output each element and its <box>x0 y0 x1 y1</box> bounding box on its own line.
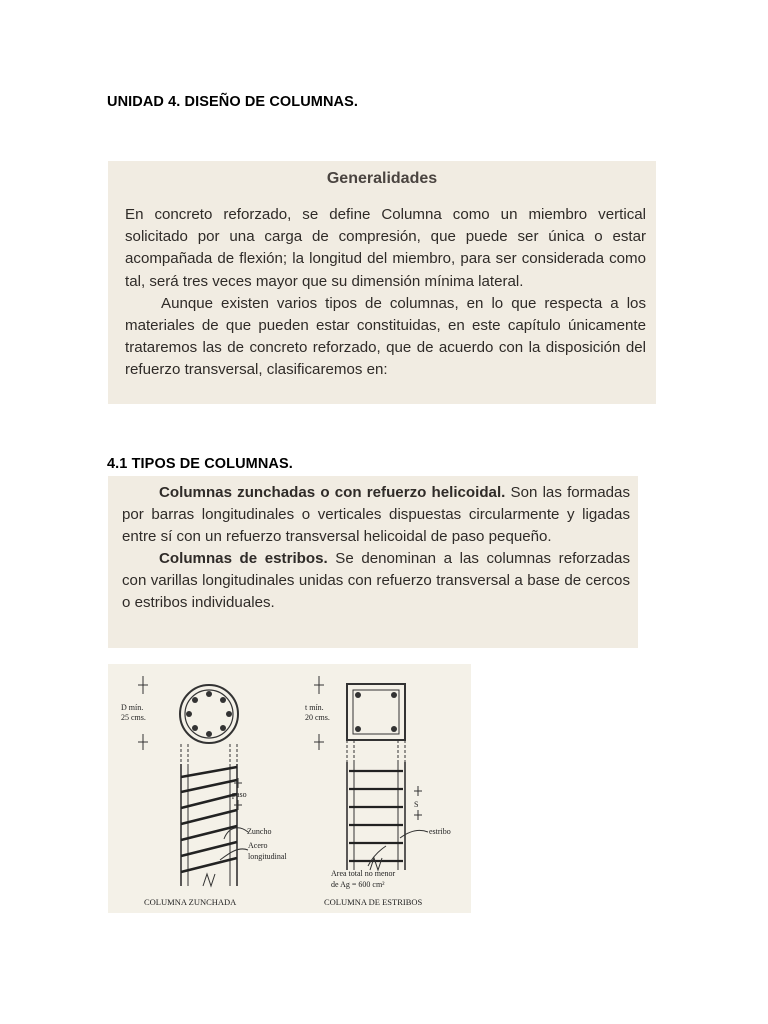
right-dim-label-1: t mín. <box>305 703 324 712</box>
tipos-body <box>122 482 630 615</box>
acero-label-2: longitudinal <box>248 852 287 861</box>
left-dim-label-1: D mín. <box>121 703 144 712</box>
square-rebars <box>355 692 397 732</box>
caption-left: COLUMNA ZUNCHADA <box>144 897 237 907</box>
left-dim-label-2: 25 cms. <box>121 713 146 722</box>
s-label: S <box>414 800 419 809</box>
section-title: 4.1 TIPOS DE COLUMNAS. <box>107 456 293 472</box>
generalidades-paragraph-2: Aunque existen varios tipos de columnas, en lo que respecta a los materiales de que pueden estar constituidas, en este capítulo únicamente trataremos las de concreto reforzado, que de acuerdo con la disposición del refuerzo transversal, clasificaremos en: <box>125 294 646 379</box>
estribo-label: estribo <box>429 827 451 836</box>
columns-diagram <box>108 664 471 913</box>
zuncho-label: Zuncho <box>247 827 272 836</box>
unit-title: UNIDAD 4. DISEÑO DE COLUMNAS. <box>107 94 359 110</box>
generalidades-title: Generalidades <box>326 170 438 187</box>
circular-rebars <box>186 691 232 737</box>
estribos-text: Se denominan a las columnas reforzadas con varillas longitudinales unidas con refuerzo transversal a base de cercos o estribos individuales. <box>122 550 630 612</box>
right-dim-label-2: 20 cms. <box>305 713 330 722</box>
estribos-paragraph <box>122 548 630 614</box>
generalidades-body <box>125 204 646 382</box>
generalidades-paragraph-1: En concreto reforzado, se define Columna como un miembro vertical solicitado por una carga de compresión, que puede ser única o estar acompañada de flexión; la longitud del miembro, para ser considerada como tal, será tres veces mayor que su dimensión mínima lateral. <box>125 206 646 290</box>
tipos-scan <box>108 476 638 648</box>
zunchadas-text: Son las formadas por barras longitudinales o verticales dispuestas circularmente y ligadas entre sí con un refuerzo transversal helicoidal de paso pequeño. <box>122 484 630 546</box>
area-label-1: Area total no menor <box>331 869 396 878</box>
paso-label: paso <box>232 790 247 799</box>
columns-figure <box>108 664 471 913</box>
caption-right: COLUMNA DE ESTRIBOS <box>324 897 423 907</box>
area-label-2: de Ag = 600 cm² <box>331 880 385 889</box>
generalidades-scan <box>108 161 656 404</box>
zunchadas-term: Columnas zunchadas o con refuerzo helicoidal. <box>159 484 506 501</box>
zunchadas-paragraph <box>122 482 630 548</box>
estribos-term: Columnas de estribos. <box>159 550 328 568</box>
acero-label-1: Acero <box>248 841 268 850</box>
